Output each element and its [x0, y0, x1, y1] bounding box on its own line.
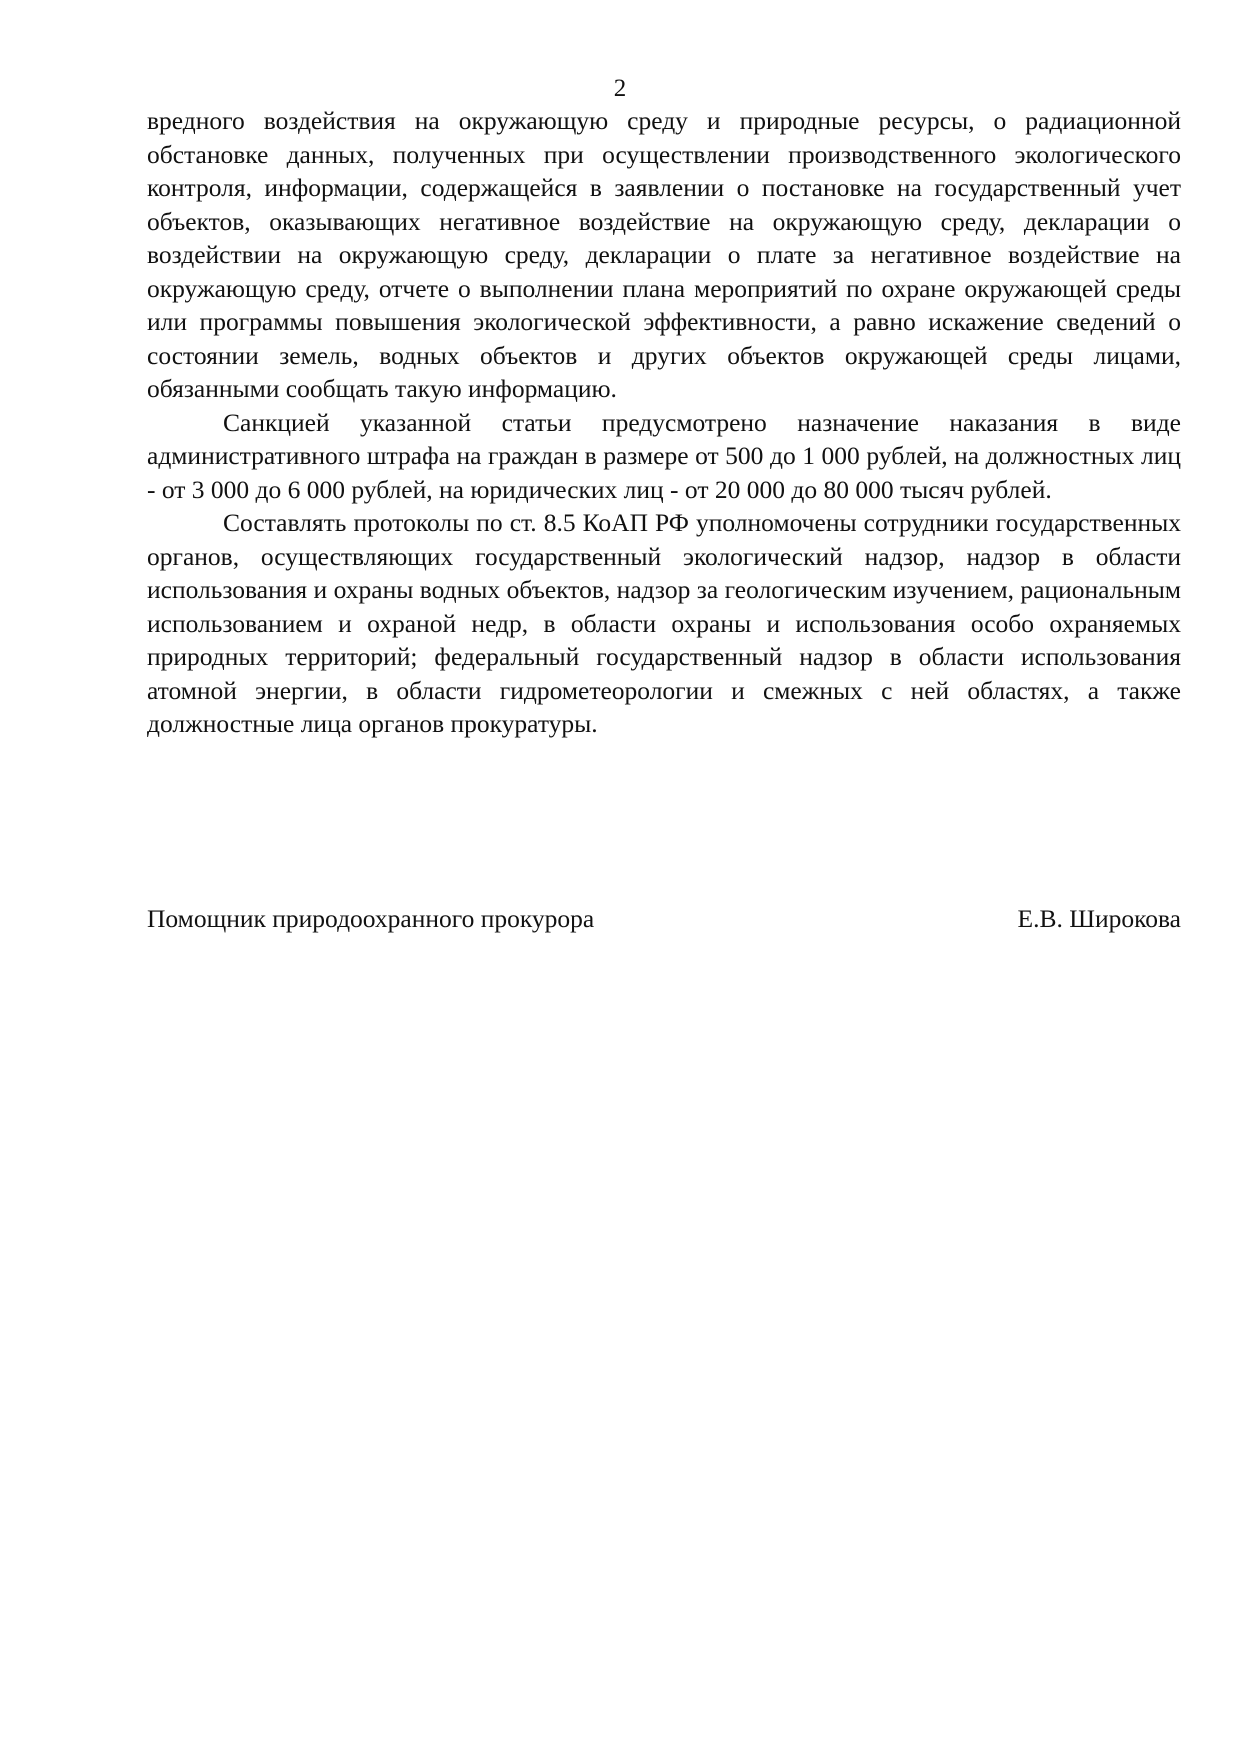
paragraph-continuation: вредного воздействия на окружающую среду и природные ресурсы, о радиационной обстановке данных, полученных при осуществлении производственного экологического контроля, информации, содержащейся в заявлении о постановке на государственный учет объектов, оказывающих негативное воздействие на окружающую среду, декларации о воздействии на окружающую среду, декларации о плате за негативное воздействие на окружающую среду, отчете о выполнении плана мероприятий по охране окружающей среды или программы повышения экологической эффективности, а равно искажение сведений о состоянии земель, водных объектов и других объектов окружающей среды лицами, обязанными сообщать такую информацию. [147, 106, 1181, 403]
page-number: 2 [613, 75, 627, 102]
signature-block [147, 902, 1181, 936]
signatory-name: Е.В. Широкова [1017, 904, 1181, 933]
paragraph-authorized-officials: Составлять протоколы по ст. 8.5 КоАП РФ уполномочены сотрудники государственных органов, осуществляющих государственный экологический надзор, надзор в области использования и охраны водных объектов, надзор за геологическим изучением, рациональным использованием и охраной недр, в области охраны и использования особо охраняемых природных территорий; федеральный государственный надзор в области использования атомной энергии, в области гидрометеорологии и смежных с ней областях, а также должностные лица органов прокуратуры. [147, 508, 1181, 738]
document-body [147, 104, 1181, 741]
signatory-position: Помощник природоохранного прокурора [147, 904, 595, 933]
paragraph-sanction: Санкцией указанной статьи предусмотрено назначение наказания в виде административного штрафа на граждан в размере от 500 до 1 000 рублей, на должностных лиц - от 3 000 до 6 000 рублей, на юридических лиц - от 20 000 до 80 000 тысяч рублей. [147, 407, 1181, 504]
